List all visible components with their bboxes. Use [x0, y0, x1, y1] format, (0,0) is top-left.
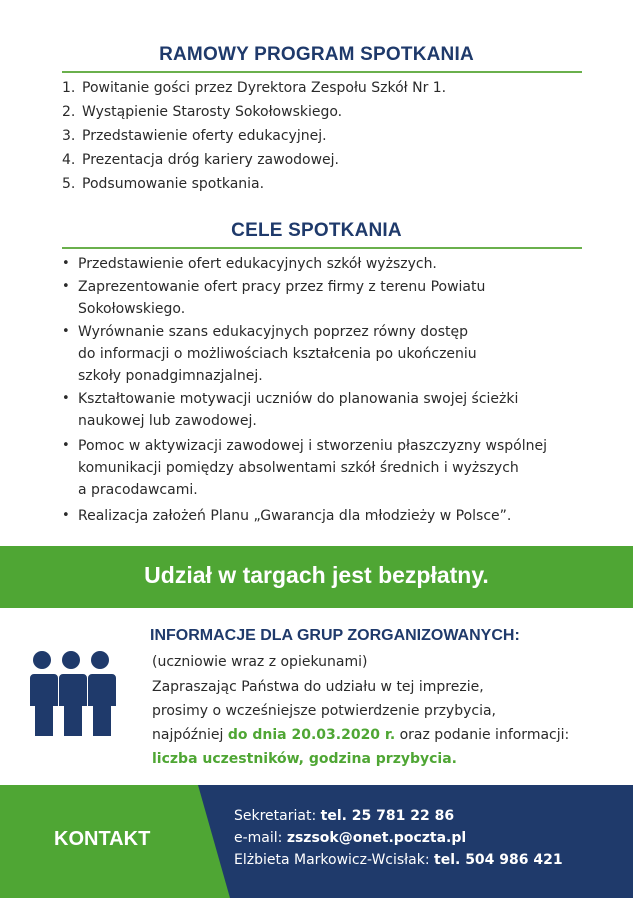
people-group-icon — [28, 650, 128, 740]
bullet-icon: • — [62, 508, 70, 523]
groups-line: prosimy o wcześniejsze potwierdzenie przybycia, — [152, 703, 496, 719]
free-entry-text: Udział w targach jest bezpłatny. — [144, 562, 489, 588]
person-phone[interactable]: tel. 504 986 421 — [434, 852, 563, 868]
person-line: Elżbieta Markowicz-Wcisłak: tel. 504 986 421 — [234, 852, 563, 868]
groups-line: (uczniowie wraz z opiekunami) — [152, 654, 368, 670]
bullet-icon: • — [62, 279, 70, 294]
secretariat-line: Sekretariat: tel. 25 781 22 86 — [234, 808, 455, 824]
deadline-date: do dnia 20.03.2020 r. — [227, 727, 396, 743]
program-item: 3. Przedstawienie oferty edukacyjnej. — [62, 128, 327, 144]
contact-label: KONTAKT — [54, 828, 151, 850]
program-item: 2. Wystąpienie Starosty Sokołowskiego. — [62, 104, 343, 120]
program-item: 4. Prezentacja dróg kariery zawodowej. — [62, 152, 340, 168]
bullet-icon: • — [62, 438, 70, 453]
groups-line: Zapraszając Państwa do udziału w tej imprezie, — [152, 679, 484, 695]
bullet-icon: • — [62, 324, 70, 339]
program-item: 5. Podsumowanie spotkania. — [62, 176, 265, 192]
goals-title: CELE SPOTKANIA — [231, 220, 402, 241]
program-title-rule — [62, 71, 582, 73]
groups-title: INFORMACJE DLA GRUP ZORGANIZOWANYCH: — [150, 627, 520, 644]
program-title: RAMOWY PROGRAM SPOTKANIA — [159, 44, 474, 65]
secretariat-phone[interactable]: tel. 25 781 22 86 — [320, 808, 455, 824]
email-line: e-mail: zszsok@onet.poczta.pl — [234, 830, 467, 846]
bullet-icon: • — [62, 256, 70, 271]
groups-required-info: liczba uczestników, godzina przybycia. — [152, 751, 457, 767]
program-item: 1. Powitanie gości przez Dyrektora Zespołu Szkół Nr 1. — [62, 80, 447, 96]
goals-title-rule — [62, 247, 582, 249]
groups-deadline-line: najpóźniej do dnia 20.03.2020 r. oraz podanie informacji: — [152, 727, 570, 743]
bullet-icon: • — [62, 391, 70, 406]
email-link[interactable]: zszsok@onet.poczta.pl — [286, 830, 467, 846]
